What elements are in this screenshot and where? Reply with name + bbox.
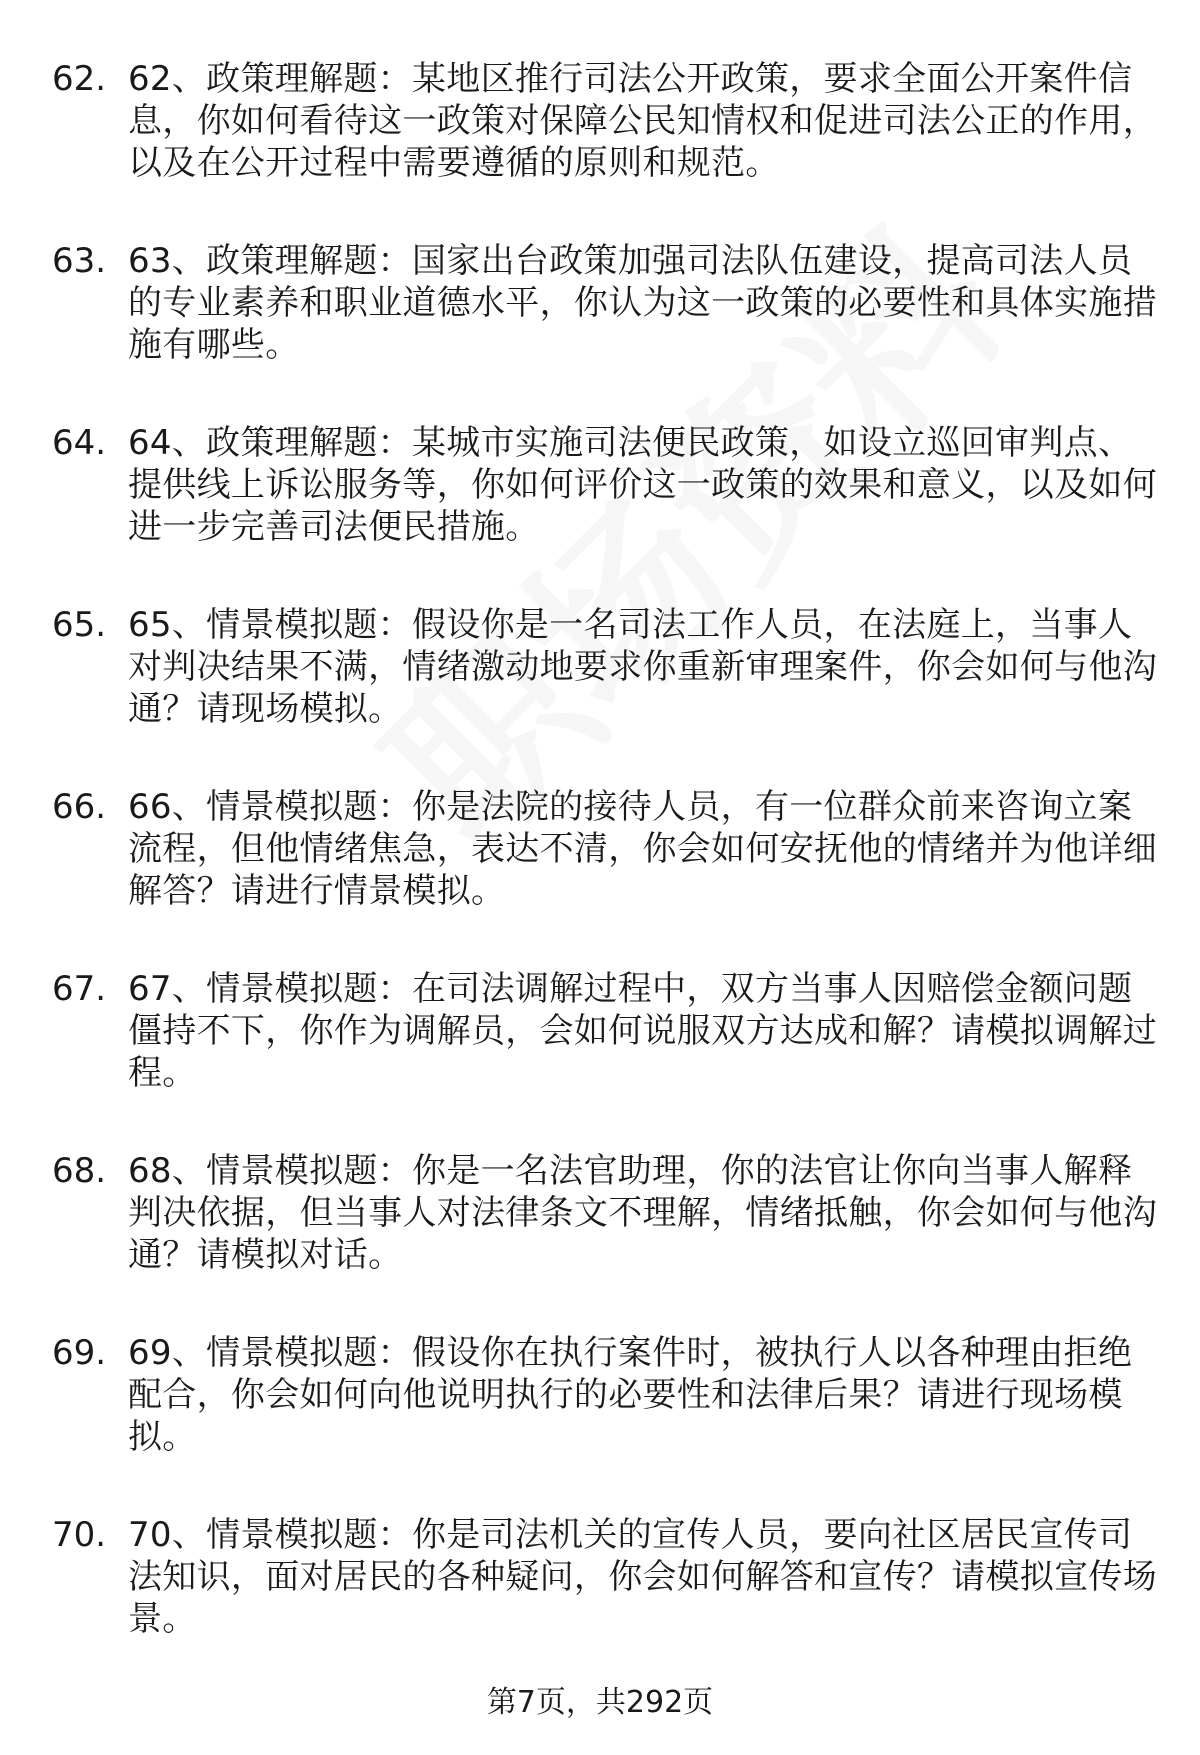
list-item — [0, 240, 1200, 422]
list-item — [0, 58, 1200, 240]
question-number: 68. — [52, 1151, 107, 1191]
question-number: 67. — [52, 969, 107, 1009]
question-text: 65、情景模拟题：假设你是一名司法工作人员，在法庭上，当事人对判决结果不满，情绪激动地要求你重新审理案件，你会如何与他沟通？请现场模拟。 — [128, 605, 1157, 729]
list-item — [0, 1150, 1200, 1332]
question-text: 69、情景模拟题：假设你在执行案件时，被执行人以各种理由拒绝配合，你会如何向他说明执行的必要性和法律后果？请进行现场模拟。 — [128, 1333, 1133, 1457]
list-item — [0, 786, 1200, 968]
question-text: 70、情景模拟题：你是司法机关的宣传人员，要向社区居民宣传司法知识，面对居民的各种疑问，你会如何解答和宣传？请模拟宣传场景。 — [128, 1515, 1157, 1639]
question-number: 66. — [52, 787, 107, 827]
question-number: 65. — [52, 605, 107, 645]
question-number: 64. — [52, 423, 107, 463]
question-text: 66、情景模拟题：你是法院的接待人员，有一位群众前来咨询立案流程，但他情绪焦急，表达不清，你会如何安抚他的情绪并为他详细解答？请进行情景模拟。 — [128, 787, 1157, 911]
question-text: 62、政策理解题：某地区推行司法公开政策，要求全面公开案件信息，你如何看待这一政策对保障公民知情权和促进司法公正的作用，以及在公开过程中需要遵循的原则和规范。 — [128, 59, 1157, 183]
question-number: 69. — [52, 1333, 107, 1373]
list-item — [0, 604, 1200, 786]
page-indicator: 第7页，共292页 — [486, 1685, 714, 1720]
question-text: 64、政策理解题：某城市实施司法便民政策，如设立巡回审判点、提供线上诉讼服务等，你如何评价这一政策的效果和意义，以及如何进一步完善司法便民措施。 — [128, 423, 1157, 547]
question-text: 67、情景模拟题：在司法调解过程中，双方当事人因赔偿金额问题僵持不下，你作为调解员，会如何说服双方达成和解？请模拟调解过程。 — [128, 969, 1157, 1093]
question-text: 68、情景模拟题：你是一名法官助理，你的法官让你向当事人解释判决依据，但当事人对法律条文不理解，情绪抵触，你会如何与他沟通？请模拟对话。 — [128, 1151, 1157, 1275]
list-item — [0, 422, 1200, 604]
list-item — [0, 1514, 1200, 1696]
question-text: 63、政策理解题：国家出台政策加强司法队伍建设，提高司法人员的专业素养和职业道德水平，你认为这一政策的必要性和具体实施措施有哪些。 — [128, 241, 1157, 365]
question-number: 63. — [52, 241, 107, 281]
question-list — [0, 58, 1200, 1696]
list-item — [0, 1332, 1200, 1514]
list-item — [0, 968, 1200, 1150]
question-number: 70. — [52, 1515, 107, 1555]
question-number: 62. — [52, 59, 107, 99]
